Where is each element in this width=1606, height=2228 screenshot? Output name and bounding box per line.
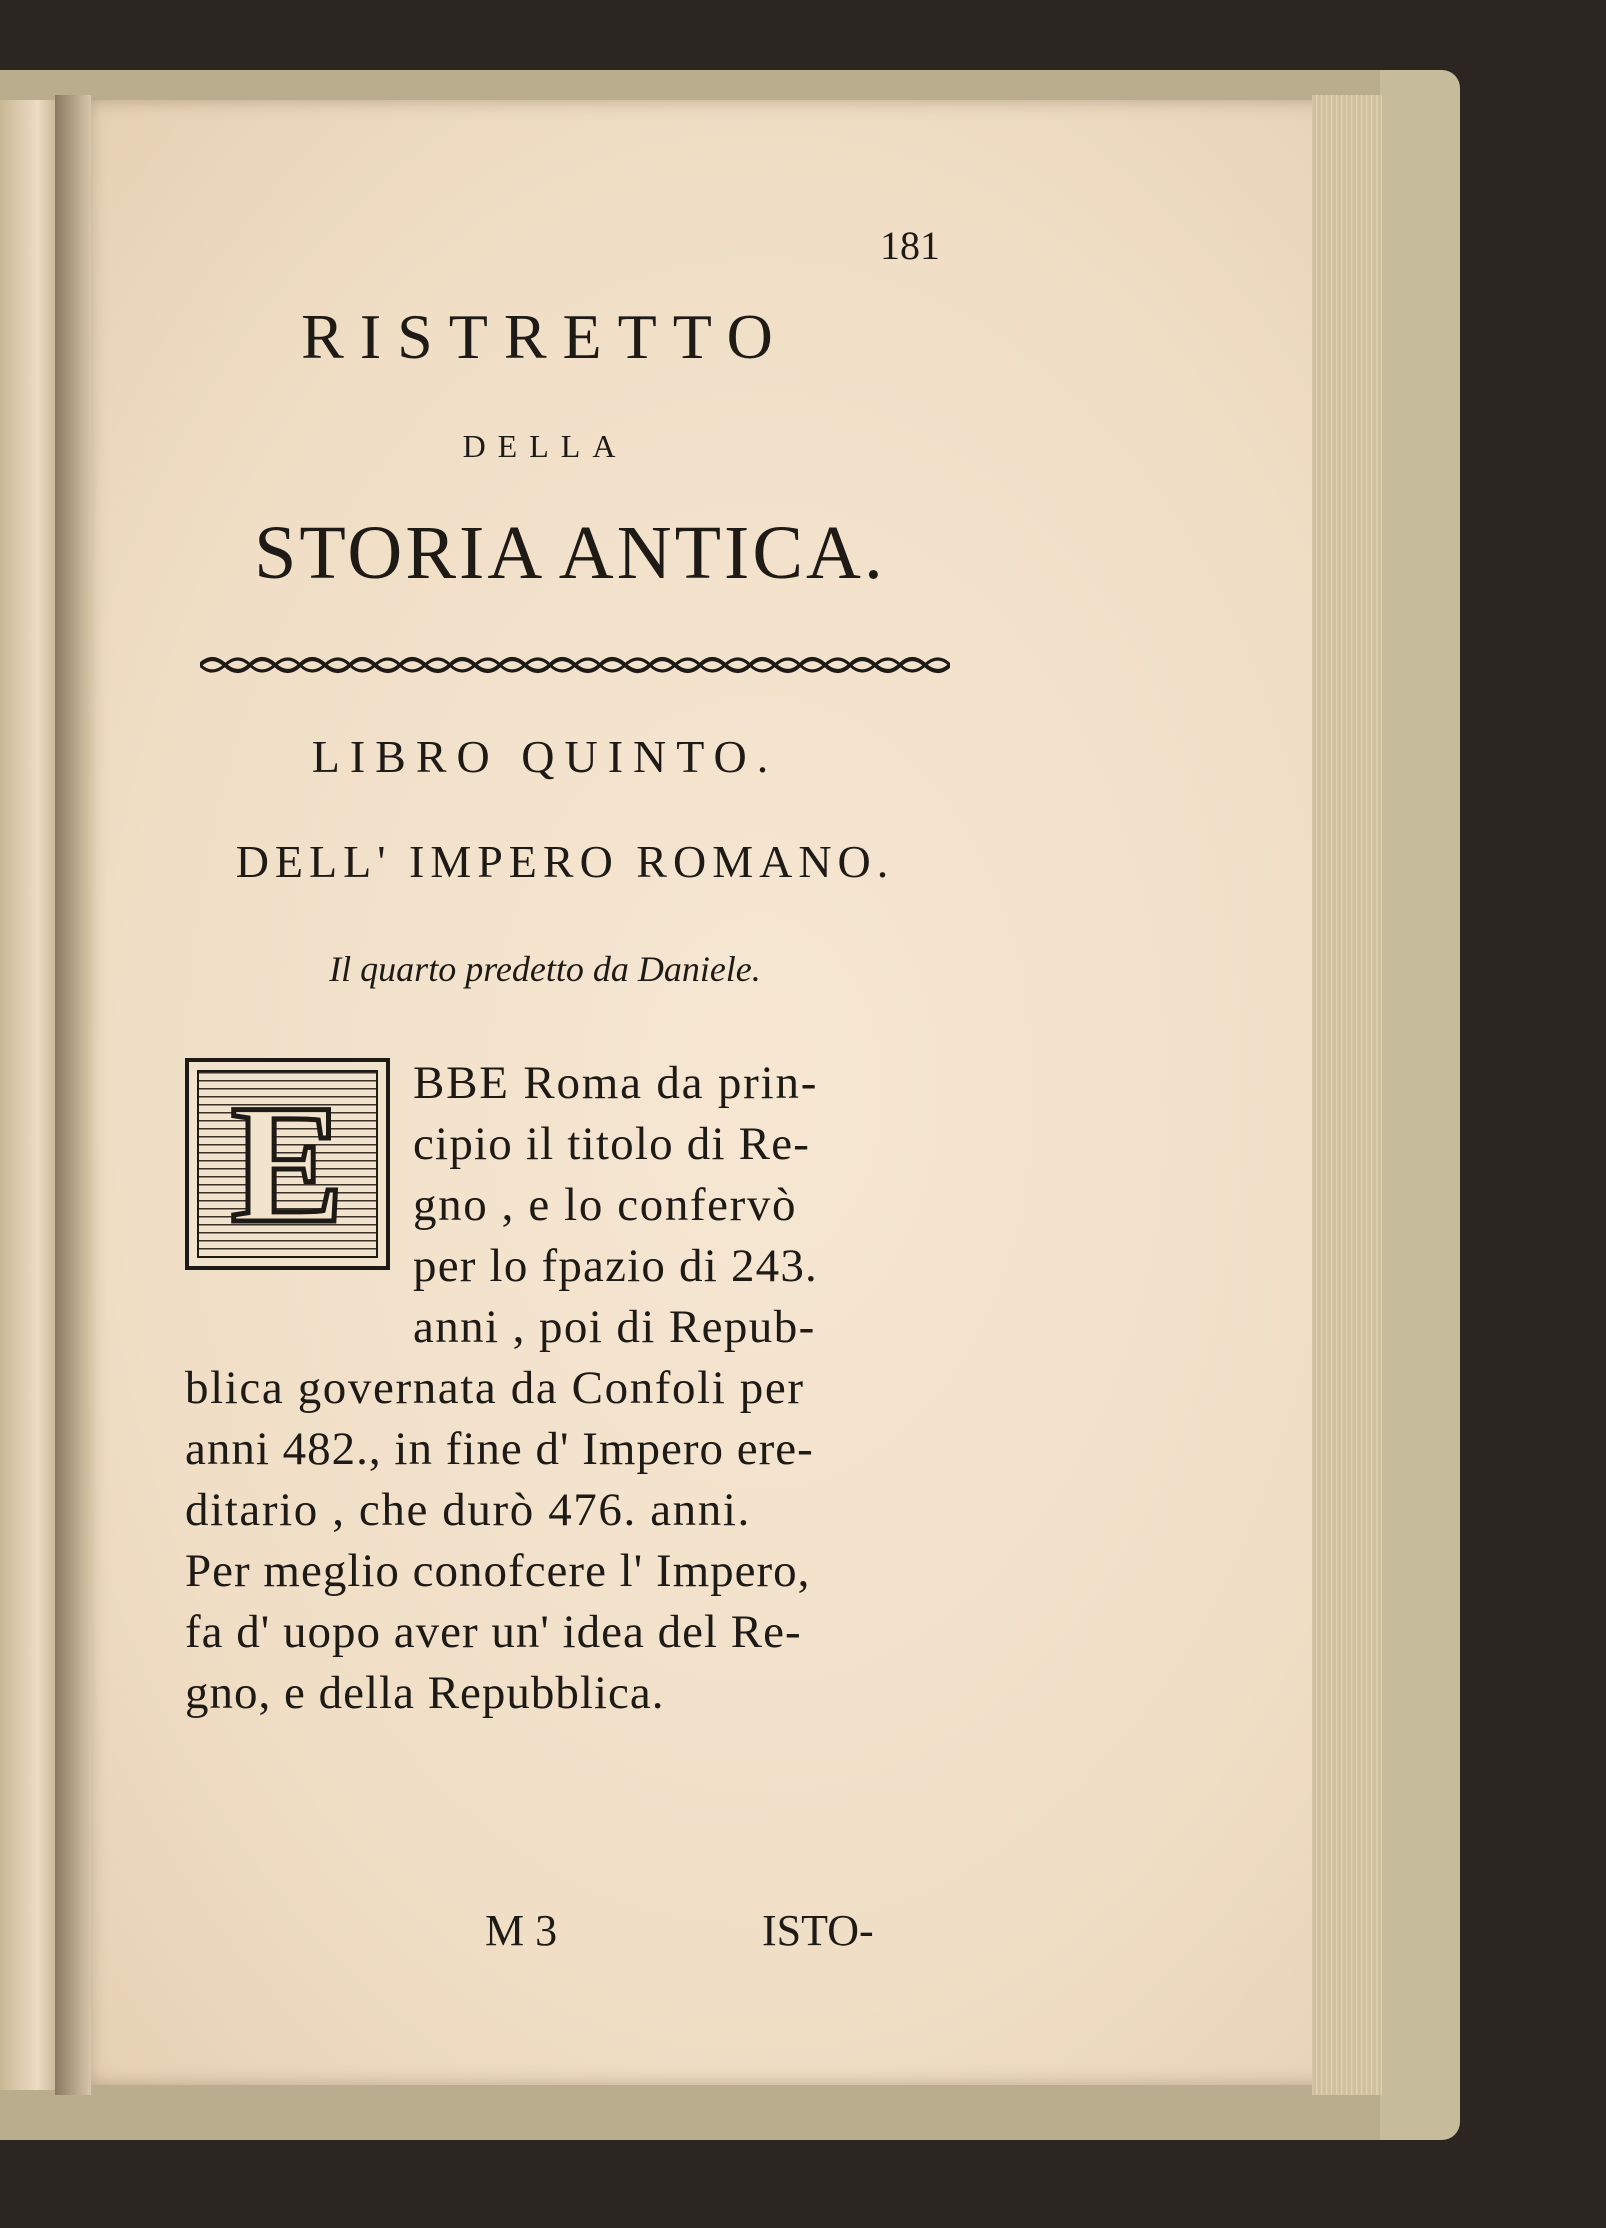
- title-line-3: STORIA ANTICA.: [254, 511, 886, 595]
- initial-letter: E: [230, 1069, 345, 1258]
- paragraph-line: blica governata da Confoli per: [185, 1362, 805, 1414]
- decorated-initial: [185, 1058, 390, 1270]
- paragraph-line: Per meglio conofcere l' Impero,: [185, 1545, 811, 1597]
- paragraph-line: fa d' uopo aver un' idea del Re-: [185, 1606, 802, 1658]
- title-line-1: RISTRETTO: [301, 301, 789, 372]
- page-number: 181: [880, 223, 940, 268]
- paragraph-line: BBE Roma da prin-: [413, 1057, 819, 1109]
- paragraph-line: gno, e della Repubblica.: [185, 1667, 665, 1719]
- title-line-2: DELLA: [462, 428, 628, 464]
- section-heading: DELL' IMPERO ROMANO.: [235, 836, 895, 887]
- paragraph-line: anni , poi di Repub-: [413, 1301, 816, 1353]
- paragraph-line: per lo fpazio di 243.: [413, 1240, 819, 1292]
- signature-mark: M 3: [485, 1906, 558, 1955]
- book-heading: LIBRO QUINTO.: [311, 731, 779, 782]
- paragraph-line: anni 482., in fine d' Impero ere-: [185, 1423, 814, 1475]
- ornament-divider: [200, 653, 950, 677]
- section-subtitle: Il quarto predetto da Daniele.: [329, 949, 761, 989]
- catchword: ISTO-: [762, 1906, 874, 1955]
- paragraph-line: gno , e lo confervò: [413, 1179, 798, 1231]
- paragraph-line: ditario , che durò 476. anni.: [185, 1484, 751, 1536]
- paragraph-line: cipio il titolo di Re-: [413, 1118, 811, 1170]
